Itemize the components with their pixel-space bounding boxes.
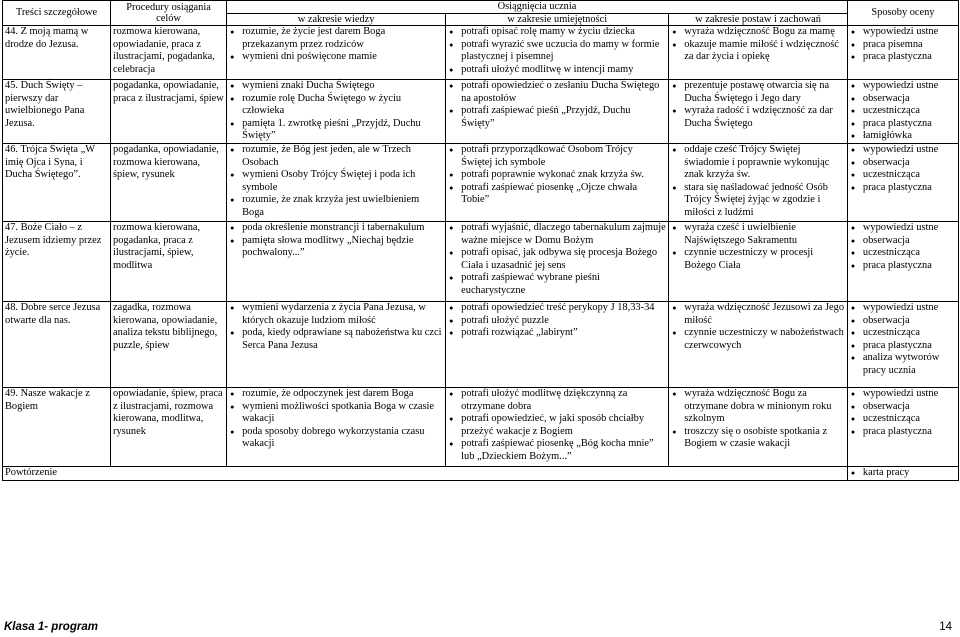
table-row [3,302,959,388]
list-item: ● praca plastyczna [850,118,956,131]
list-item: ● uczestnicząca [850,105,956,118]
knowledge-cell [227,302,446,388]
skills-cell [446,144,669,222]
list-item: ● obserwacja [850,401,956,414]
list-item: ● obserwacja [850,157,956,170]
list-item: ● łamigłówka [850,130,956,143]
list-item: ● praca pisemna [850,39,956,52]
list-item: ● potrafi zaśpiewać piosenkę „Ojcze chwała Tobie” [448,182,666,207]
list-item: ● potrafi opisać rolę mamy w życiu dziecka [448,26,666,39]
footer-program-label: Klasa 1- program [4,621,98,633]
list-item: ● uczestnicząca [850,327,956,340]
list-item: ● wymieni możliwości spotkania Boga w czasie wakacji [229,401,443,426]
header-osiagniecia: Osiągnięcia ucznia [227,1,848,14]
list-item: ● rozumie rolę Ducha Świętego w życiu człowieka [229,93,443,118]
list-item: ● praca plastyczna [850,182,956,195]
list-item: ● prezentuje postawę otwarcia się na Ducha Świętego i Jego dary [671,80,845,105]
list-item: ● potrafi opowiedzieć, w jaki sposób chciałby przeżyć wakacje z Bogiem [448,413,666,438]
list-item: ● poda, kiedy odprawiane są nabożeństwa ku czci Serca Pana Jezusa [229,327,443,352]
list-item: ● wymieni Osoby Trójcy Świętej i poda ich symbole [229,169,443,194]
skills-cell [446,80,669,144]
header-tresci: Treści szczegółowe [3,1,111,26]
header-wiedza: w zakresie wiedzy [227,13,446,26]
list-item: ● praca plastyczna [850,260,956,273]
table-row [3,144,959,222]
list-item: ● obserwacja [850,93,956,106]
table-row [3,388,959,467]
list-item: ● okazuje mamie miłość i wdzięczność za dar życia i opiekę [671,39,845,64]
knowledge-cell [227,388,446,467]
knowledge-cell [227,26,446,80]
list-item: ● rozumie, że życie jest darem Boga przekazanym przez rodziców [229,26,443,51]
knowledge-cell [227,80,446,144]
attitudes-cell [669,222,848,302]
list-item: ● wyraża wdzięczność Bogu za mamę [671,26,845,39]
list-item: ● praca plastyczna [850,340,956,353]
list-item: ● rozumie, że znak krzyża jest uwielbieniem Boga [229,194,443,219]
list-item: ● wyraża wdzięczność Bogu za otrzymane dobra w minionym roku szkolnym [671,388,845,426]
assessment-cell [847,222,958,302]
list-item: ● uczestnicząca [850,413,956,426]
table-row [3,222,959,302]
list-item: ● wypowiedzi ustne [850,302,956,315]
list-item: ● wypowiedzi ustne [850,222,956,235]
curriculum-table [2,0,959,481]
attitudes-cell [669,302,848,388]
list-item: ● wymieni dni poświęcone mamie [229,51,443,64]
list-item: ● troszczy się o osobiste spotkania z Bogiem w czasie wakacji [671,426,845,451]
list-item: ● uczestnicząca [850,247,956,260]
assessment-cell [847,467,958,481]
list-item: ● czynnie uczestniczy w procesji Bożego Ciała [671,247,845,272]
header-row-1 [3,1,959,14]
list-item: ● wypowiedzi ustne [850,80,956,93]
list-item: ● wymieni wydarzenia z życia Pana Jezusa, w których okazuje ludziom miłość [229,302,443,327]
skills-cell [446,302,669,388]
list-item: ● wyraża radość i wdzięczność za dar Ducha Świętego [671,105,845,130]
list-item: ● rozumie, że odpoczynek jest darem Boga [229,388,443,401]
list-item: ● potrafi ułożyć modlitwę w intencji mamy [448,64,666,77]
list-item: ● potrafi wyjaśnić, dlaczego tabernakulum zajmuje ważne miejsce w Domu Bożym [448,222,666,247]
skills-cell [446,222,669,302]
procedures-cell: rozmowa kierowana, pogadanka, praca z ilustracjami, śpiew, modlitwa [111,222,227,302]
list-item: ● potrafi poprawnie wykonać znak krzyża św. [448,169,666,182]
topic-cell: 44. Z moją mamą w drodze do Jezusa. [3,26,111,80]
procedures-cell: zagadka, rozmowa kierowana, opowiadanie, analiza tekstu biblijnego, puzzle, śpiew [111,302,227,388]
list-item: ● potrafi ułożyć puzzle [448,315,666,328]
list-item: ● obserwacja [850,315,956,328]
knowledge-cell [227,222,446,302]
list-item: ● potrafi rozwiązać „labirynt” [448,327,666,340]
table-row [3,26,959,80]
topic-cell: 48. Dobre serce Jezusa otwarte dla nas. [3,302,111,388]
procedures-cell: pogadanka, opowiadanie, rozmowa kierowana, śpiew, rysunek [111,144,227,222]
list-item: ● wyraża wdzięczność Jezusowi za Jego miłość [671,302,845,327]
list-item: ● karta pracy [850,467,956,480]
list-item: ● wypowiedzi ustne [850,144,956,157]
list-item: ● potrafi zaśpiewać piosenkę „Bóg kocha mnie” lub „Dzieckiem Bożym...” [448,438,666,463]
list-item: ● poda określenie monstrancji i tabernakulum [229,222,443,235]
table-row [3,80,959,144]
list-item: ● czynnie uczestniczy w nabożeństwach czerwcowych [671,327,845,352]
list-item: ● potrafi ułożyć modlitwę dziękczynną za otrzymane dobra [448,388,666,413]
header-sposoby: Sposoby oceny [847,1,958,26]
list-item: ● potrafi opisać, jak odbywa się procesja Bożego Ciała i uzasadnić jej sens [448,247,666,272]
page-number: 14 [939,621,952,633]
assessment-cell [847,26,958,80]
procedures-cell: pogadanka, opowiadanie, praca z ilustracjami, śpiew [111,80,227,144]
procedures-cell: rozmowa kierowana, opowiadanie, praca z ilustracjami, pogadanka, celebracja [111,26,227,80]
list-item: ● analiza wytworów pracy ucznia [850,352,956,377]
list-item: ● wypowiedzi ustne [850,388,956,401]
topic-cell: 49. Nasze wakacje z Bogiem [3,388,111,467]
list-item: ● obserwacja [850,235,956,248]
list-item: ● wyraża cześć i uwielbienie Najświętszego Sakramentu [671,222,845,247]
header-postawy: w zakresie postaw i zachowań [669,13,848,26]
attitudes-cell [669,144,848,222]
list-item: ● poda sposoby dobrego wykorzystania czasu wakacji [229,426,443,451]
list-item: ● oddaje cześć Trójcy Świętej świadomie i poprawnie wykonując znak krzyża św. [671,144,845,182]
list-item: ● potrafi wyrazić swe uczucia do mamy w formie plastycznej i pisemnej [448,39,666,64]
topic-cell: 47. Boże Ciało – z Jezusem idziemy przez życie. [3,222,111,302]
list-item: ● pamięta 1. zwrotkę pieśni „Przyjdź, Duchu Święty” [229,118,443,143]
procedures-cell: opowiadanie, śpiew, praca z ilustracjami, rozmowa kierowana, modlitwa, rysunek [111,388,227,467]
list-item: ● wymieni znaki Ducha Świętego [229,80,443,93]
list-item: ● potrafi zaśpiewać wybrane pieśni eucharystyczne [448,272,666,297]
assessment-cell [847,80,958,144]
list-item: ● stara się naśladować jedność Osób Trójcy Świętej żyjąc w zgodzie i miłości z ludźmi [671,182,845,220]
topic-cell: 46. Trójca Święta „W imię Ojca i Syna, i Ducha Świętego”. [3,144,111,222]
list-item: ● potrafi opowiedzieć treść perykopy J 18,33-34 [448,302,666,315]
assessment-cell [847,302,958,388]
header-procedury: Procedury osiągania celów [111,1,227,26]
header-umiejetnosci: w zakresie umiejętności [446,13,669,26]
knowledge-cell [227,144,446,222]
attitudes-cell [669,26,848,80]
list-item: ● potrafi przyporządkować Osobom Trójcy Świętej ich symbole [448,144,666,169]
list-item: ● pamięta słowa modlitwy „Niechaj będzie pochwalony...” [229,235,443,260]
skills-cell [446,26,669,80]
list-item: ● potrafi opowiedzieć o zesłaniu Ducha Świętego na apostołów [448,80,666,105]
list-item: ● uczestnicząca [850,169,956,182]
skills-cell [446,388,669,467]
list-item: ● rozumie, że Bóg jest jeden, ale w Trzech Osobach [229,144,443,169]
attitudes-cell [669,80,848,144]
topic-cell: 45. Duch Święty – pierwszy dar uwielbionego Pana Jezusa. [3,80,111,144]
attitudes-cell [669,388,848,467]
list-item: ● praca plastyczna [850,426,956,439]
review-label: Powtórzenie [3,467,848,481]
assessment-cell [847,144,958,222]
review-row [3,467,959,481]
list-item: ● wypowiedzi ustne [850,26,956,39]
list-item: ● potrafi zaśpiewać pieśń „Przyjdź, Duchu Święty” [448,105,666,130]
assessment-cell [847,388,958,467]
list-item: ● praca plastyczna [850,51,956,64]
